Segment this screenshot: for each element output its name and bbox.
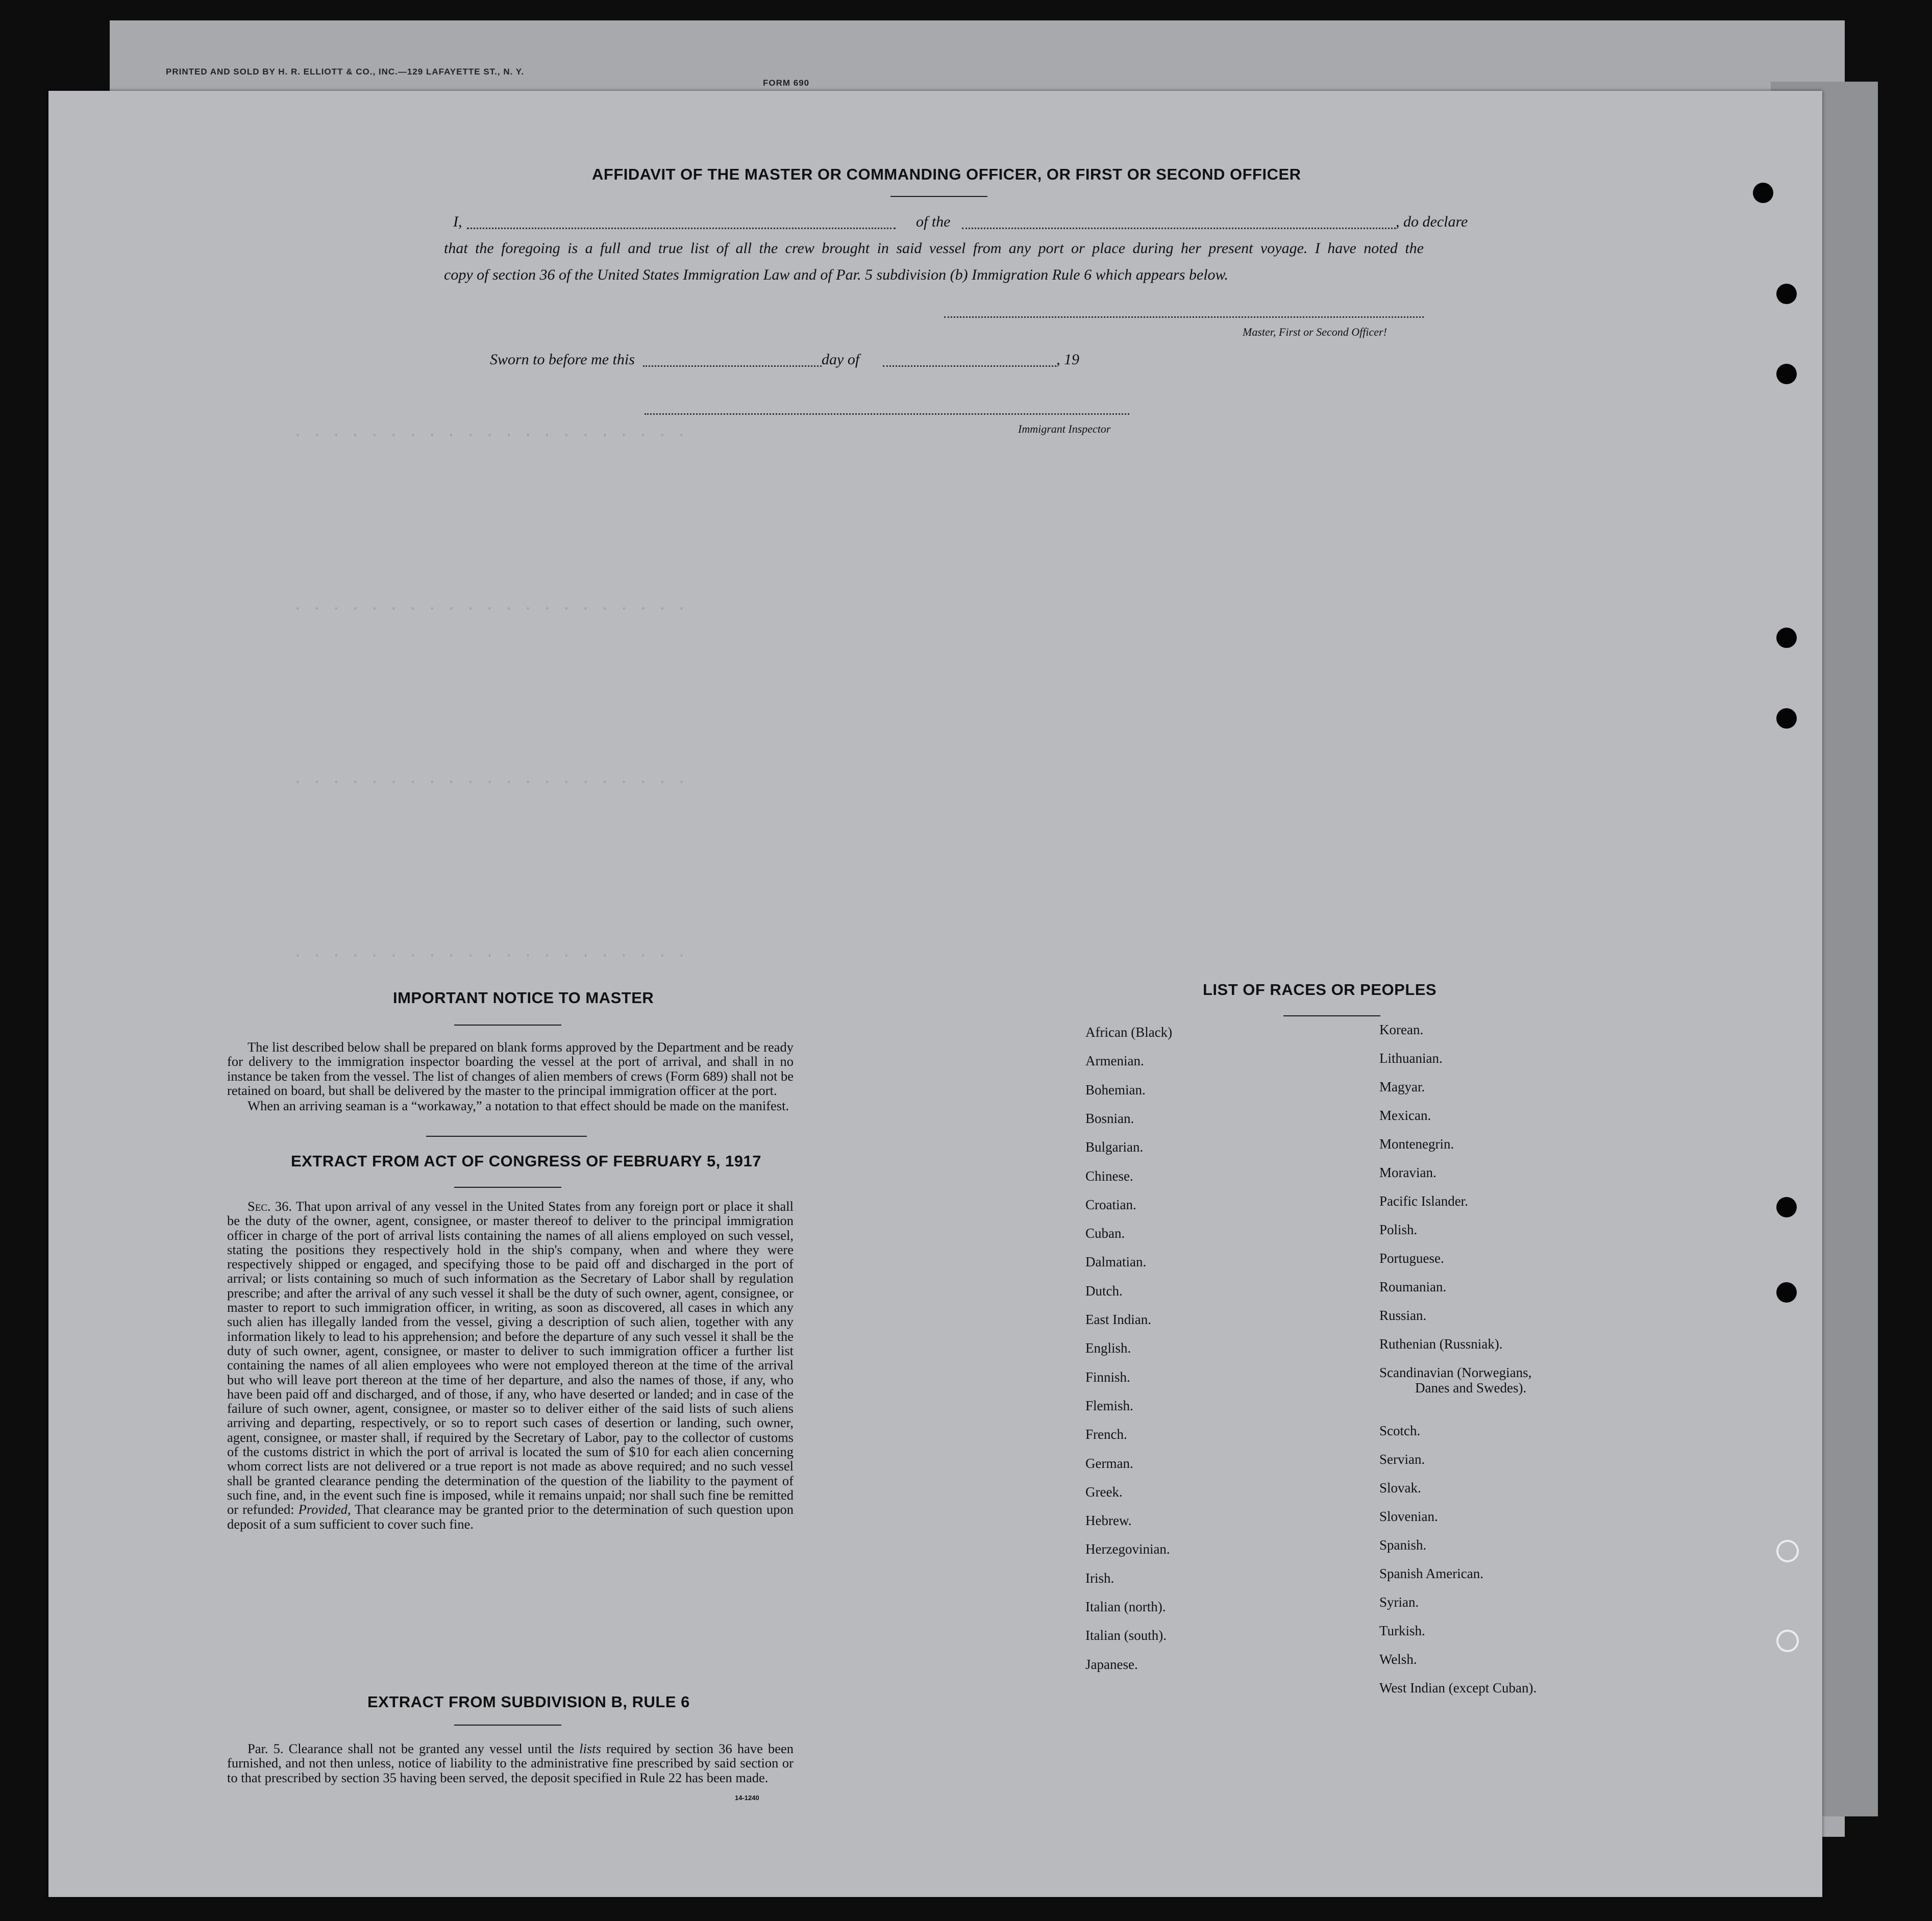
proviso-label: Provided, bbox=[298, 1502, 351, 1517]
title-underline bbox=[890, 196, 987, 197]
races-underline bbox=[1283, 1015, 1380, 1016]
proviso-text: That clearance may be granted prior to the determination of such question upon deposit of a sum sufficient to cover such fine. bbox=[227, 1502, 794, 1532]
section-36-label: Sec. 36. bbox=[247, 1199, 292, 1214]
race-item: Lithuanian. bbox=[1379, 1051, 1443, 1066]
lists-word: lists bbox=[579, 1741, 601, 1756]
race-item: Scandinavian (Norwegians, bbox=[1379, 1365, 1532, 1380]
punch-hole-icon bbox=[1776, 708, 1797, 729]
sworn-month-field[interactable] bbox=[883, 365, 1056, 367]
race-item: Spanish American. bbox=[1379, 1566, 1483, 1581]
form-number: FORM 690 bbox=[763, 78, 810, 88]
rule-extract-underline bbox=[454, 1725, 561, 1726]
act-extract-underline bbox=[454, 1187, 561, 1188]
race-item: Welsh. bbox=[1379, 1652, 1417, 1667]
race-item: Croatian. bbox=[1085, 1196, 1136, 1212]
race-item: Spanish. bbox=[1379, 1537, 1427, 1553]
race-item: Hebrew. bbox=[1085, 1513, 1132, 1529]
notice-underline bbox=[454, 1025, 561, 1026]
race-item: Polish. bbox=[1379, 1222, 1418, 1237]
punch-hole-icon bbox=[1776, 284, 1797, 304]
punch-hole-ring-icon bbox=[1776, 1540, 1799, 1562]
race-item: Chinese. bbox=[1085, 1168, 1133, 1184]
declare-text: , do declare bbox=[1396, 213, 1468, 230]
punch-hole-ring-icon bbox=[1776, 1630, 1799, 1652]
race-item: African (Black) bbox=[1085, 1025, 1173, 1040]
sworn-day-field[interactable] bbox=[643, 365, 822, 367]
race-item: Pacific Islander. bbox=[1379, 1193, 1468, 1209]
race-item: Herzegovinian. bbox=[1085, 1541, 1170, 1557]
race-item: Japanese. bbox=[1085, 1656, 1138, 1672]
section-36-text bbox=[227, 1199, 794, 1531]
section-divider bbox=[426, 1136, 587, 1137]
race-item: Moravian. bbox=[1379, 1165, 1436, 1180]
par-5-text bbox=[227, 1741, 794, 1785]
race-item: Magyar. bbox=[1379, 1079, 1425, 1094]
bleed-through-text: · · · · · · · · · · · · · · · · · · · · · bbox=[293, 428, 687, 443]
race-item: Roumanian. bbox=[1379, 1279, 1447, 1294]
notice-text-1: The list described below shall be prepared on blank forms approved by the Department and be ready for delivery to the immigration inspector boarding the vessel at the port of arrival, and shall in no instance be taken from the vessel. The list of changes of alien members of crews (Form 689) shall not be retained on board, but shall be delivered by the master to the principal immigration officer at the port. bbox=[227, 1039, 794, 1098]
race-item: East Indian. bbox=[1085, 1312, 1151, 1327]
inspector-signature-field[interactable] bbox=[645, 413, 1129, 415]
race-item: West Indian (except Cuban). bbox=[1379, 1680, 1537, 1695]
punch-hole-icon bbox=[1776, 1282, 1797, 1303]
punch-hole-icon bbox=[1776, 364, 1797, 384]
affidavit-line-1 bbox=[453, 213, 462, 231]
race-item: Italian (south). bbox=[1085, 1628, 1167, 1643]
race-item: German. bbox=[1085, 1455, 1133, 1471]
bleed-through-text: · · · · · · · · · · · · · · · · · · · · · bbox=[293, 601, 687, 617]
race-item: Slovenian. bbox=[1379, 1509, 1438, 1524]
affidavit-line-3: copy of section 36 of the United States Immigration Law and of Par. 5 subdivision (b) Immigration Rule 6 which appears below. bbox=[444, 266, 1228, 283]
race-item: Armenian. bbox=[1085, 1053, 1144, 1069]
race-item: French. bbox=[1085, 1427, 1127, 1442]
affidavit-title: AFFIDAVIT OF THE MASTER OR COMMANDING OFFICER, OR FIRST OR SECOND OFFICER bbox=[592, 165, 1301, 183]
race-item: Turkish. bbox=[1379, 1623, 1425, 1638]
race-item: Scotch. bbox=[1379, 1423, 1421, 1438]
race-item: Korean. bbox=[1379, 1022, 1424, 1037]
affidavit-line-2: that the foregoing is a full and true list of all the crew brought in said vessel from any port or place during her present voyage. I have noted the bbox=[444, 240, 1424, 257]
race-item: Cuban. bbox=[1085, 1226, 1125, 1241]
punch-hole-icon bbox=[1776, 1197, 1797, 1217]
notice-paragraph-1 bbox=[227, 1040, 794, 1097]
punch-hole-icon bbox=[1753, 183, 1773, 203]
sworn-day-of-label: day of bbox=[822, 351, 860, 368]
sworn-year-label: , 19 bbox=[1056, 351, 1079, 368]
rule-extract-title: EXTRACT FROM SUBDIVISION B, RULE 6 bbox=[367, 1693, 690, 1711]
bleed-through-text: · · · · · · · · · · · · · · · · · · · · · bbox=[293, 948, 687, 964]
race-item: Bulgarian. bbox=[1085, 1139, 1144, 1155]
vessel-label: of the bbox=[916, 213, 951, 230]
act-extract-title: EXTRACT FROM ACT OF CONGRESS OF FEBRUARY 5, 1917 bbox=[291, 1152, 761, 1170]
race-item: Mexican. bbox=[1379, 1108, 1431, 1123]
race-item: Flemish. bbox=[1085, 1398, 1133, 1413]
sworn-label: Sworn to before me this bbox=[490, 351, 635, 368]
par-5-part-2: required by section 36 have been furnished, and not then unless, notice of liability to the administrative fine prescribed by said section or to that prescribed by section 35 having been served, the deposit specified in Rule 22 has been made. bbox=[227, 1741, 794, 1785]
race-item: Dalmatian. bbox=[1085, 1254, 1147, 1270]
declarant-name-field[interactable] bbox=[467, 228, 896, 229]
race-item: Syrian. bbox=[1379, 1594, 1419, 1610]
printer-imprint-line: PRINTED AND SOLD BY H. R. ELLIOTT & CO., INC.—129 LAFAYETTE ST., N. Y. bbox=[166, 67, 524, 77]
race-item: Ruthenian (Russniak). bbox=[1379, 1336, 1503, 1352]
race-item: Dutch. bbox=[1085, 1283, 1123, 1299]
race-item: Greek. bbox=[1085, 1484, 1123, 1500]
race-item: Italian (north). bbox=[1085, 1599, 1166, 1614]
race-item: English. bbox=[1085, 1340, 1131, 1356]
race-item: Slovak. bbox=[1379, 1480, 1421, 1495]
race-item: Servian. bbox=[1379, 1452, 1425, 1467]
affidavit-sheet bbox=[48, 91, 1822, 1897]
race-item: Portuguese. bbox=[1379, 1251, 1444, 1266]
declarant-label: I, bbox=[453, 213, 462, 230]
race-item: Montenegrin. bbox=[1379, 1136, 1454, 1152]
race-item: Irish. bbox=[1085, 1570, 1114, 1586]
section-36-body: That upon arrival of any vessel in the United States from any foreign port or place it shall be the duty of the owner, agent, consignee, or master thereof to deliver to the principal immigration officer in charge of the port of arrival lists containing the names of all aliens employed on such vessel, stating the positions they respectively hold in the ship's company, when and where they were respectively shipped or engaged, and specifying those to be paid off and discharged in the port of arrival; or lists containing so much of such information as the Secretary of Labor shall by regulation prescribe; and after the arrival of any such vessel it shall be the duty of such owner, agent, consignee, or master to report to such immigration officer, in writing, as soon as discovered, all cases in which any such alien has illegally landed from the vessel, giving a description of such alien, together with any information likely to lead to his apprehension; and before the departure of any such vessel it shall be the duty of such owner, agent, consignee, or master to deliver to such immigration officer a further list containing the names of all alien employees who were not employed thereon at the time of the arrival but who will leave port thereon at the time of her departure, and also the names of those, if any, who have been paid off and discharged, and of those, if any, who have deserted or landed; and in case of the failure of such owner, agent, consignee, or master so to deliver either of the said lists of such aliens arriving and departing, respectively, or so to report such cases of desertion or landing, such owner, agent, consignee, or master shall, if required by the Secretary of Labor, pay to the collector of customs of the customs district in which the port of arrival is located the sum of $10 for each alien concerning whom correct lists are not delivered or a true report is not made as above required; and no such vessel shall be granted clearance pending the determination of the question of the liability to the payment of such fine, and, in the event such fine is imposed, while it remains unpaid; nor shall such fine be remitted or refunded: bbox=[227, 1199, 794, 1517]
vessel-name-field[interactable] bbox=[962, 228, 1396, 229]
race-item: Bosnian. bbox=[1085, 1110, 1134, 1126]
notice-paragraph-2 bbox=[227, 1099, 794, 1113]
race-item: Danes and Swedes). bbox=[1415, 1380, 1527, 1395]
inspector-label: Immigrant Inspector bbox=[1018, 422, 1111, 435]
punch-hole-icon bbox=[1776, 628, 1797, 648]
race-item: Russian. bbox=[1379, 1308, 1427, 1323]
notice-title: IMPORTANT NOTICE TO MASTER bbox=[393, 989, 654, 1007]
race-item: Finnish. bbox=[1085, 1369, 1130, 1385]
officer-signature-label: Master, First or Second Officer! bbox=[1243, 326, 1387, 338]
races-title: LIST OF RACES OR PEOPLES bbox=[1203, 981, 1437, 999]
bleed-through-text: · · · · · · · · · · · · · · · · · · · · · bbox=[293, 775, 687, 790]
par-5-part-1: Par. 5. Clearance shall not be granted any vessel until the bbox=[247, 1741, 574, 1756]
officer-signature-field[interactable] bbox=[944, 316, 1424, 318]
notice-text-2: When an arriving seaman is a “workaway,” a notation to that effect should be made on the manifest. bbox=[247, 1098, 789, 1113]
race-item: Bohemian. bbox=[1085, 1082, 1146, 1097]
form-code: 14-1240 bbox=[735, 1794, 759, 1802]
